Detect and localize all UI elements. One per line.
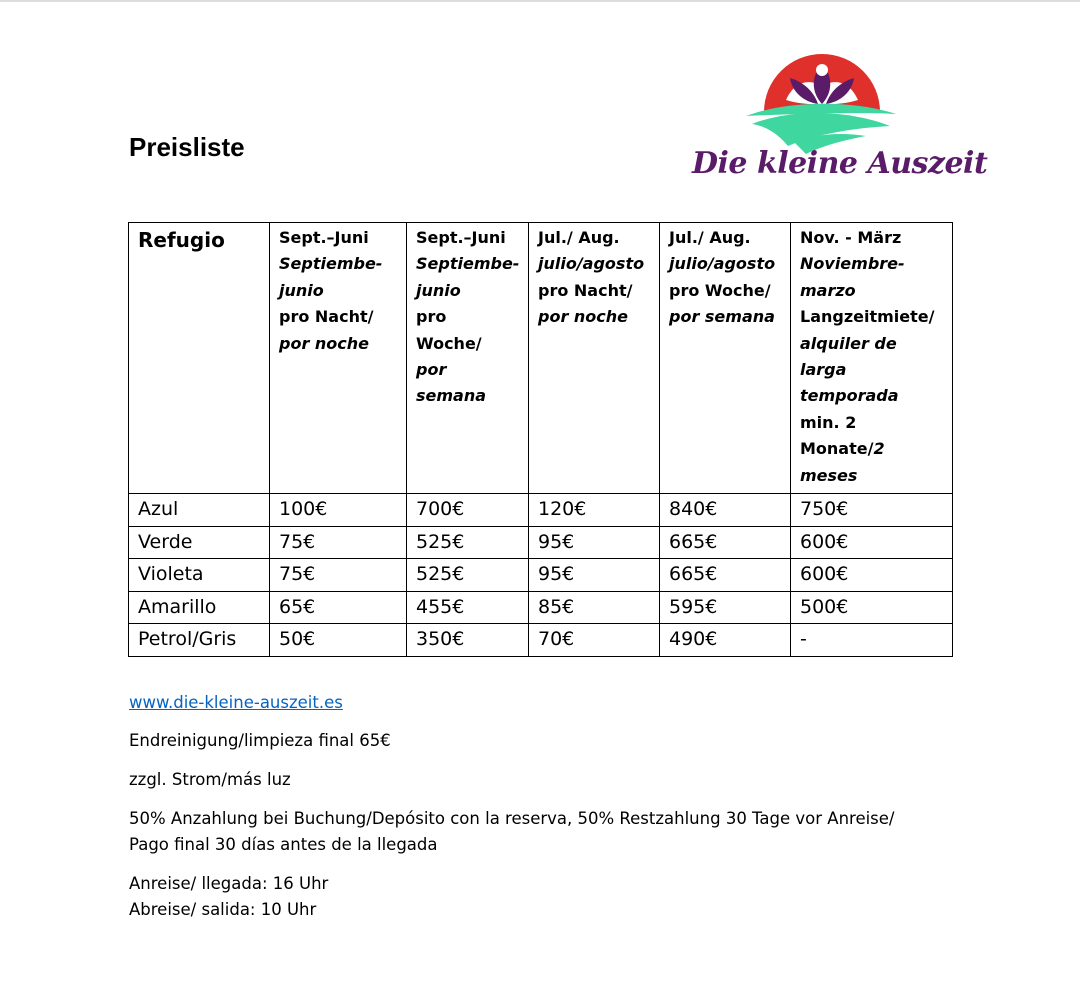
header-line-suffix: 2 <box>873 439 885 459</box>
table-cell: 525€ <box>407 526 529 559</box>
table-cell: 595€ <box>660 591 791 624</box>
table-row <box>129 494 953 527</box>
table-cell: 490€ <box>660 624 791 657</box>
header-line: Sept.–Juni <box>279 228 369 247</box>
header-line: Sept.–Juni <box>416 228 506 247</box>
header-line: pro Nacht/ <box>279 307 374 327</box>
payment-terms-line: Pago final 30 días antes de la llegada <box>129 835 438 854</box>
table-cell: 600€ <box>791 526 953 559</box>
table-cell: 665€ <box>660 559 791 592</box>
header-jul-aug-week <box>660 223 791 494</box>
table-cell: 750€ <box>791 494 953 527</box>
header-line: semana <box>416 386 487 406</box>
header-line: por semana <box>669 307 775 327</box>
header-sept-june-night <box>270 223 407 494</box>
table-cell: Verde <box>129 526 270 559</box>
table-cell: 350€ <box>407 624 529 657</box>
table-cell: 100€ <box>270 494 407 527</box>
header-line: pro <box>416 307 447 327</box>
electricity-text: zzgl. Strom/más luz <box>129 770 291 789</box>
header-line: julio/agosto <box>538 254 645 274</box>
page-title: Preisliste <box>129 132 245 162</box>
table-cell: 70€ <box>529 624 660 657</box>
header-line: pro Woche/ <box>669 280 771 300</box>
logo-wordmark: Die kleine Auszeit <box>692 146 988 181</box>
payment-terms-line: 50% Anzahlung bei Buchung/Depósito con la reserva, 50% Restzahlung 30 Tage vor Anreise/ <box>129 809 895 828</box>
table-row <box>129 526 953 559</box>
header-line: junio <box>416 280 461 300</box>
table-row <box>129 591 953 624</box>
page-top-border <box>0 0 1080 2</box>
table-cell: 525€ <box>407 559 529 592</box>
header-line: Nov. - März <box>800 228 902 247</box>
table-cell: 665€ <box>660 526 791 559</box>
table-cell: 700€ <box>407 494 529 527</box>
header-line: junio <box>279 280 324 300</box>
table-row <box>129 624 953 657</box>
header-line: por <box>416 360 447 380</box>
table-cell: 85€ <box>529 591 660 624</box>
table-cell: 65€ <box>270 591 407 624</box>
table-cell: - <box>791 624 953 657</box>
header-line: Monate/2 <box>800 439 885 459</box>
notes-section <box>129 690 959 936</box>
table-cell: Amarillo <box>129 591 270 624</box>
table-cell: 120€ <box>529 494 660 527</box>
table-cell: 95€ <box>529 559 660 592</box>
header-line: por noche <box>279 333 370 353</box>
table-cell: 600€ <box>791 559 953 592</box>
arrival-time: Anreise/ llegada: 16 Uhr <box>129 874 329 893</box>
header-line: Septiembe- <box>416 254 520 274</box>
header-line: Refugio <box>138 228 225 252</box>
table-cell: Petrol/Gris <box>129 624 270 657</box>
arrival-departure-text <box>129 871 959 923</box>
cleaning-fee-text: Endreinigung/limpieza final 65€ <box>129 731 391 750</box>
header-sept-june-week <box>407 223 529 494</box>
departure-time: Abreise/ salida: 10 Uhr <box>129 900 317 919</box>
table-cell: 50€ <box>270 624 407 657</box>
header-line: temporada <box>800 386 899 406</box>
header-line: por noche <box>538 307 629 327</box>
header-line: Jul./ Aug. <box>669 228 751 247</box>
header-line: julio/agosto <box>669 254 776 274</box>
table-cell: 840€ <box>660 494 791 527</box>
header-line: Woche/ <box>416 333 482 353</box>
header-line: alquiler de <box>800 333 897 353</box>
table-row <box>129 559 953 592</box>
table-cell: Violeta <box>129 559 270 592</box>
header-jul-aug-night <box>529 223 660 494</box>
table-cell: 75€ <box>270 559 407 592</box>
price-table <box>128 222 953 657</box>
table-cell: 455€ <box>407 591 529 624</box>
header-line: Noviembre- <box>800 254 905 274</box>
table-cell: Azul <box>129 494 270 527</box>
header-line: Langzeitmiete/ <box>800 307 935 327</box>
header-line: meses <box>800 465 858 485</box>
header-nov-march-longterm <box>791 223 953 494</box>
header-line: pro Nacht/ <box>538 280 633 300</box>
header-line: marzo <box>800 280 856 300</box>
header-line: larga <box>800 360 847 380</box>
table-cell: 500€ <box>791 591 953 624</box>
table-cell: 95€ <box>529 526 660 559</box>
payment-terms-text <box>129 806 959 858</box>
header-line: Septiembe- <box>279 254 383 274</box>
header-line: Jul./ Aug. <box>538 228 620 247</box>
table-header-row <box>129 223 953 494</box>
header-line: min. 2 <box>800 412 857 432</box>
header-refugio <box>129 223 270 494</box>
table-cell: 75€ <box>270 526 407 559</box>
website-link[interactable]: www.die-kleine-auszeit.es <box>129 693 343 712</box>
